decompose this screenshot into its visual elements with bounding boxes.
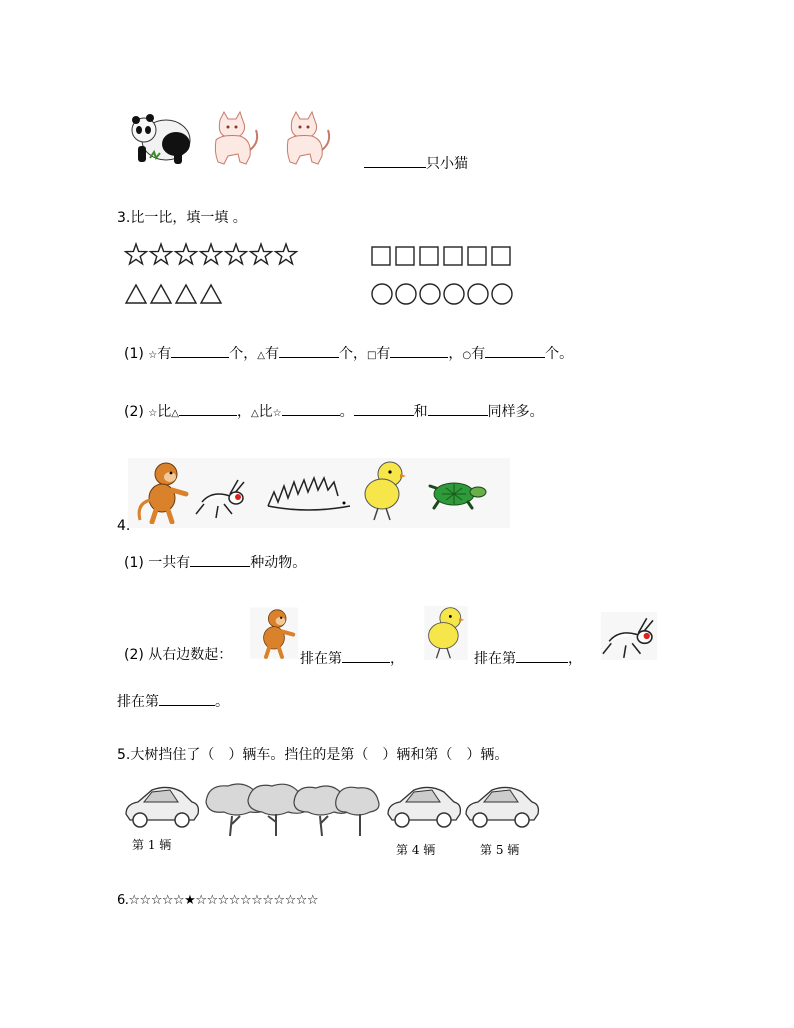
q4-rank-rabbit bbox=[117, 691, 229, 711]
text-has: 有 bbox=[471, 346, 486, 362]
text-sep: ， bbox=[390, 651, 404, 667]
text-and: 和 bbox=[413, 404, 428, 420]
text-end: 。 bbox=[215, 694, 229, 710]
q4-number: 4. bbox=[117, 518, 131, 534]
car-caption-5: 第 5 辆 bbox=[480, 843, 520, 857]
car-picture bbox=[122, 780, 200, 830]
triangle-shape bbox=[176, 285, 196, 303]
rabbit-icon bbox=[600, 612, 658, 660]
circle-symbol: ○ bbox=[462, 350, 472, 361]
star-shape bbox=[226, 244, 247, 264]
square-shape bbox=[396, 247, 414, 265]
rabbit-icon bbox=[194, 474, 248, 520]
square-shape bbox=[444, 247, 462, 265]
cat-count-line bbox=[364, 153, 468, 173]
text-from-right: 从右边数起： bbox=[148, 647, 233, 663]
cat-picture bbox=[206, 110, 262, 166]
circle-shape bbox=[492, 284, 512, 304]
text-unit: 个。 bbox=[545, 346, 574, 362]
triangle-shape bbox=[126, 285, 146, 303]
star-shape bbox=[176, 244, 197, 264]
text-has: 有 bbox=[376, 346, 391, 362]
star-symbol: ☆ bbox=[148, 408, 158, 419]
star-shape bbox=[126, 244, 147, 264]
q3-line2 bbox=[124, 401, 544, 423]
animal-kinds-blank[interactable] bbox=[190, 552, 250, 567]
q3-title: 3.比一比，填一填 。 bbox=[117, 210, 247, 226]
circle-shape bbox=[444, 284, 464, 304]
car-caption-1: 第 1 辆 bbox=[132, 838, 172, 852]
square-symbol: □ bbox=[366, 350, 377, 361]
text-same: 同样多。 bbox=[487, 404, 544, 420]
same-second-blank[interactable] bbox=[428, 401, 488, 416]
q4-sub1 bbox=[124, 552, 306, 572]
animals-picture bbox=[128, 458, 510, 528]
monkey-icon bbox=[132, 460, 192, 524]
square-count-blank[interactable] bbox=[390, 343, 448, 358]
text-has: 有 bbox=[264, 346, 279, 362]
rabbit-rank-blank[interactable] bbox=[159, 691, 215, 706]
star-vs-triangle-blank[interactable] bbox=[179, 401, 237, 416]
chick-rank-blank[interactable] bbox=[516, 648, 568, 663]
text-compare: 比 bbox=[157, 404, 172, 420]
triangle-vs-star-blank[interactable] bbox=[282, 401, 340, 416]
square-row bbox=[370, 244, 520, 272]
sub-question-number: (1) bbox=[124, 555, 144, 571]
text-compare: 比 bbox=[258, 404, 273, 420]
text-sep: ， bbox=[568, 651, 582, 667]
panda-picture bbox=[130, 108, 192, 166]
monkey-icon bbox=[250, 606, 298, 660]
cat-count-blank[interactable] bbox=[364, 153, 426, 168]
star-shapes bbox=[124, 242, 300, 268]
car-picture bbox=[462, 780, 540, 830]
text-rank: 排在第 bbox=[117, 694, 159, 710]
circle-shape bbox=[372, 284, 392, 304]
star-symbol: ☆ bbox=[148, 350, 158, 361]
cat-count-suffix: 只小猫 bbox=[426, 156, 468, 172]
q4-rank-chick bbox=[474, 648, 582, 668]
car-caption-4: 第 4 辆 bbox=[396, 843, 436, 857]
q4-rank-monkey bbox=[300, 648, 404, 668]
trees-picture bbox=[202, 780, 384, 840]
square-shape bbox=[492, 247, 510, 265]
star-shape bbox=[201, 244, 222, 264]
circle-count-blank[interactable] bbox=[485, 343, 545, 358]
hedgehog-icon bbox=[264, 470, 352, 518]
text-unit: 个， bbox=[338, 346, 367, 362]
text-rank: 排在第 bbox=[474, 651, 516, 667]
chick-icon bbox=[422, 606, 470, 660]
same-first-blank[interactable] bbox=[354, 401, 414, 416]
chick-icon bbox=[360, 460, 410, 522]
text-sep: ， bbox=[236, 404, 251, 420]
triangle-row bbox=[124, 282, 228, 310]
cat-picture bbox=[278, 110, 334, 166]
star-shape bbox=[276, 244, 297, 264]
triangle-symbol: △ bbox=[257, 350, 265, 361]
q4-sub2-intro bbox=[124, 646, 232, 664]
circle-shape bbox=[396, 284, 416, 304]
text-total: 一共有 bbox=[148, 555, 191, 571]
text-sep: 。 bbox=[339, 404, 354, 420]
triangle-symbol: △ bbox=[250, 408, 259, 419]
text-rank: 排在第 bbox=[300, 651, 342, 667]
text-kinds: 种动物。 bbox=[250, 555, 307, 571]
q3-line1 bbox=[124, 343, 573, 365]
text-unit: ， bbox=[448, 346, 463, 362]
star-shape bbox=[251, 244, 272, 264]
square-shape bbox=[468, 247, 486, 265]
circle-shape bbox=[420, 284, 440, 304]
q6-text: 6.☆☆☆☆☆★☆☆☆☆☆☆☆☆☆☆☆ bbox=[117, 893, 319, 908]
star-count-blank[interactable] bbox=[171, 343, 229, 358]
sub-question-number: (2) bbox=[124, 404, 144, 420]
square-shape bbox=[372, 247, 390, 265]
star-shape bbox=[151, 244, 172, 264]
monkey-rank-blank[interactable] bbox=[342, 648, 390, 663]
car-picture bbox=[384, 780, 462, 830]
square-shape bbox=[420, 247, 438, 265]
star-symbol: ☆ bbox=[272, 408, 282, 419]
text-unit: 个， bbox=[229, 346, 258, 362]
sub-question-number: (2) bbox=[124, 647, 144, 663]
triangle-shape bbox=[151, 285, 171, 303]
triangle-count-blank[interactable] bbox=[279, 343, 339, 358]
turtle-icon bbox=[424, 478, 490, 512]
q5-title: 5.大树挡住了（ ）辆车。挡住的是第（ ）辆和第（ ）辆。 bbox=[117, 747, 509, 763]
sub-question-number: (1) bbox=[124, 346, 144, 362]
star-row bbox=[124, 242, 300, 272]
triangle-symbol: △ bbox=[171, 408, 179, 419]
circle-row bbox=[370, 282, 520, 310]
triangle-shape bbox=[201, 285, 221, 303]
circle-shape bbox=[468, 284, 488, 304]
text-has: 有 bbox=[157, 346, 172, 362]
